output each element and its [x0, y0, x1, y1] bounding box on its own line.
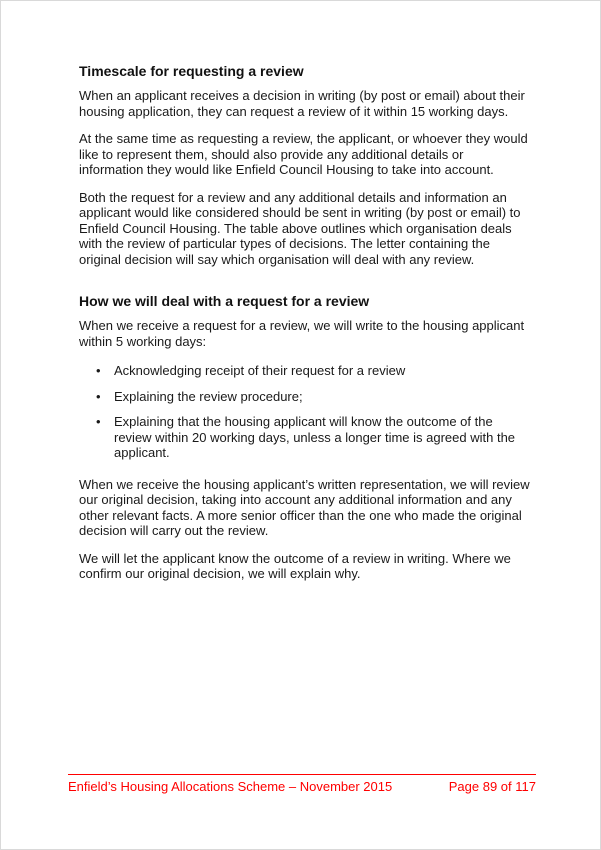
paragraph: We will let the applicant know the outcome of a review in writing. Where we confirm our original decision, we will explain why.	[79, 550, 511, 581]
bullet-item	[79, 414, 531, 461]
paragraph: When we receive the housing applicant’s written representation, we will review our original decision, taking into account any additional information and any other relevant facts. A more senior officer than the one who made the original decision will carry out the review.	[79, 476, 530, 538]
bullet-icon: •	[96, 363, 101, 378]
paragraph: At the same time as requesting a review, the applicant, or whoever they would like to represent them, should also provide any additional details or information they would like Enfield Council Housing to take into account.	[79, 131, 528, 177]
paragraph-intro: When we receive a request for a review, we will write to the housing applicant within 5 working days:	[79, 318, 525, 349]
bullet-text: Explaining the review procedure;	[114, 388, 303, 404]
bullet-icon: •	[96, 414, 101, 429]
heading-timescale-review: Timescale for requesting a review	[79, 63, 304, 79]
footer-document-title: Enfield’s Housing Allocations Scheme – November 2015	[68, 779, 393, 794]
page-footer	[68, 774, 536, 794]
bullet-list	[79, 363, 531, 461]
heading-deal-with-review: How we will deal with a request for a review	[79, 293, 370, 309]
paragraph: Both the request for a review and any additional details and information an applicant would like considered should be sent in writing (by post or email) to Enfield Council Housing. The table above outlines which organisation deals with the review of particular types of decisions. The letter containing the original decision will say which organisation will deal with any review.	[79, 189, 521, 267]
bullet-text: Acknowledging receipt of their request for a review	[114, 363, 406, 378]
footer-page-number: Page 89 of 117	[448, 779, 536, 794]
bullet-item	[79, 389, 531, 405]
bullet-icon: •	[96, 388, 101, 404]
bullet-text: Explaining that the housing applicant will know the outcome of the review within 20 working days, unless a longer time is agreed with the applicant.	[114, 414, 516, 460]
paragraph: When an applicant receives a decision in writing (by post or email) about their housing application, they can request a review of it within 15 working days.	[79, 88, 525, 119]
bullet-item	[79, 363, 531, 379]
page-content	[79, 63, 531, 594]
